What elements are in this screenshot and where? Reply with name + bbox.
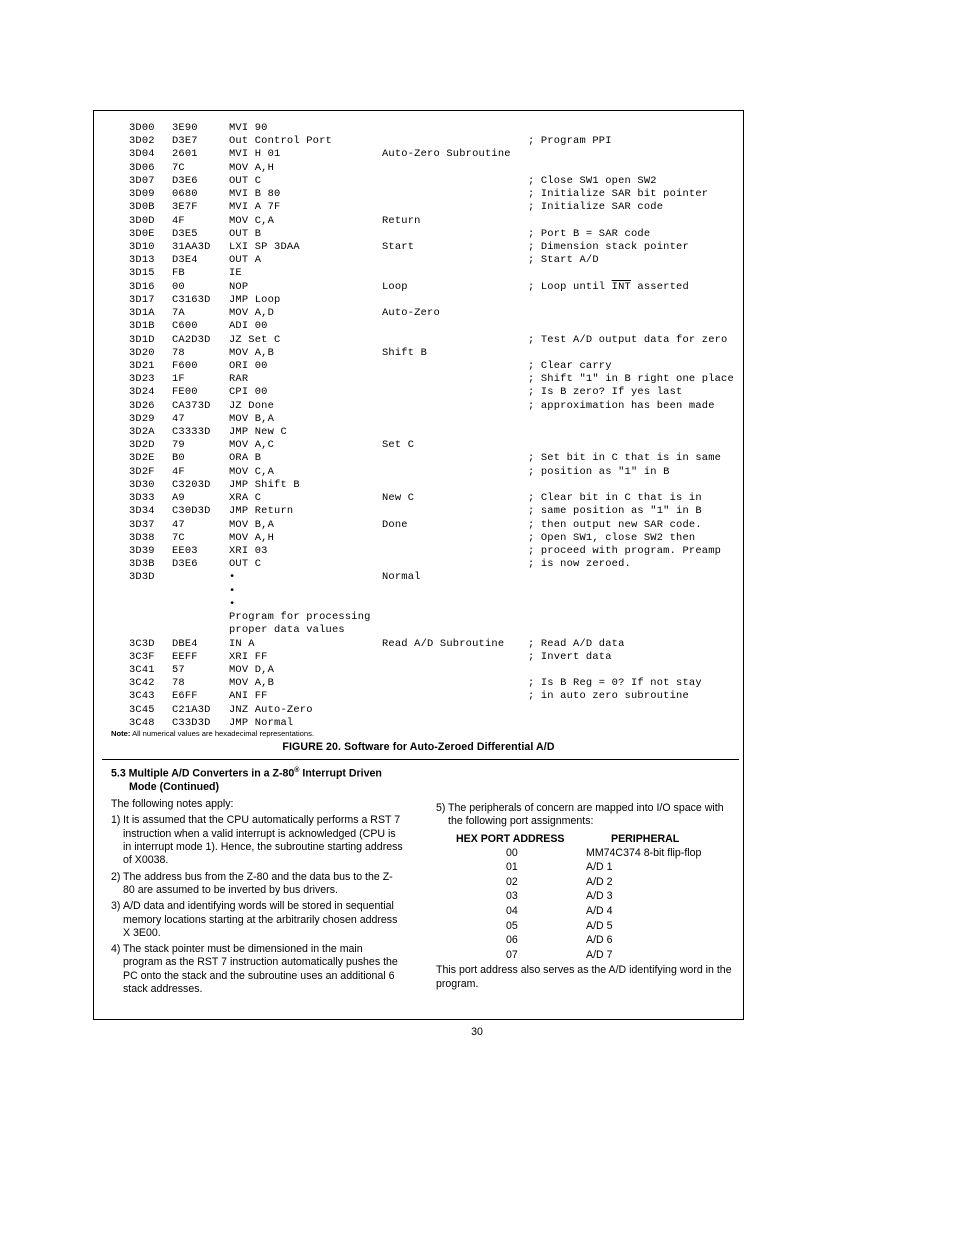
listing-address: 3D30 — [129, 478, 155, 491]
listing-address: 3D33 — [129, 492, 155, 505]
listing-opcode: 78 — [172, 677, 185, 690]
listing-address: 3D21 — [129, 359, 155, 372]
port-table-row — [436, 920, 732, 935]
listing-address: 3D07 — [129, 174, 155, 187]
listing-instruction: XRI 03 — [229, 545, 268, 557]
listing-address: 3D2D — [129, 439, 155, 452]
listing-instruction: ORA B — [229, 452, 262, 465]
listing-comment — [528, 175, 657, 188]
listing-comment — [528, 545, 721, 558]
listing-comment-text: ; Close SW1 open SW2 — [528, 174, 657, 187]
listing-comment — [528, 254, 599, 267]
note-item-2 — [111, 871, 403, 898]
listing-comment — [528, 677, 702, 690]
listing-label: Read A/D Subroutine — [382, 637, 505, 650]
listing-instruction: XRA C — [229, 492, 262, 505]
listing-opcode: 31AA3D — [172, 240, 211, 253]
port-table — [436, 847, 732, 964]
section-heading-line1: 5.3 Multiple A/D Converters in a Z-80 — [111, 767, 295, 780]
listing-comment-text: ; in auto zero subroutine — [528, 690, 689, 703]
listing-opcode: 4F — [172, 214, 185, 227]
listing-row — [129, 241, 739, 254]
listing-comment-text: ; Clear carry — [528, 359, 612, 372]
listing-address: 3D37 — [129, 518, 155, 531]
listing-address: 3C3F — [129, 650, 155, 663]
listing-row — [129, 545, 739, 558]
listing-instruction: MVI B 80 — [229, 188, 281, 201]
listing-label: Loop — [382, 280, 408, 293]
listing-row — [129, 400, 739, 413]
listing-instruction: MOV B,A — [229, 518, 275, 531]
listing-instruction: • — [229, 597, 236, 610]
listing-instruction: MOV A,H — [229, 531, 275, 544]
listing-comment — [528, 400, 715, 413]
listing-row — [129, 598, 739, 611]
listing-row — [129, 466, 739, 479]
registered-mark: ® — [294, 767, 300, 774]
listing-opcode: 57 — [172, 663, 185, 676]
listing-opcode: C3163D — [172, 293, 211, 306]
port-table-row — [436, 847, 732, 862]
port-table-header — [436, 833, 732, 847]
listing-row — [129, 320, 739, 333]
listing-opcode: D3E4 — [172, 254, 198, 267]
listing-row — [129, 188, 739, 201]
listing-comment-text: ; Read A/D data — [528, 637, 625, 650]
listing-instruction: MOV A,C — [229, 439, 275, 452]
listing-instruction: JMP Shift B — [229, 478, 300, 491]
listing-opcode: F600 — [172, 359, 198, 372]
listing-instruction: MVI 90 — [229, 122, 268, 134]
listing-comment — [528, 334, 728, 347]
listing-instruction: MOV A,B — [229, 677, 275, 690]
listing-opcode: DBE4 — [172, 637, 198, 650]
listing-address: 3C42 — [129, 677, 155, 690]
listing-address: 3D2A — [129, 426, 155, 439]
notes-list — [111, 814, 403, 996]
listing-address: 3C43 — [129, 690, 155, 703]
listing-opcode: E6FF — [172, 690, 198, 703]
listing-comment — [528, 241, 689, 254]
listing-label: Set C — [382, 439, 415, 452]
listing-comment-text: ; Loop until — [528, 280, 612, 293]
listing-opcode: 3E7F — [172, 201, 198, 214]
port-table-row — [436, 905, 732, 920]
listing-row — [129, 611, 739, 624]
listing-instruction: JMP Loop — [229, 293, 281, 306]
listing-row — [129, 307, 739, 320]
listing-address: 3D13 — [129, 254, 155, 267]
listing-address: 3D04 — [129, 148, 155, 161]
listing-row — [129, 624, 739, 637]
listing-opcode: 2601 — [172, 148, 198, 161]
note-number: 4) — [111, 943, 121, 956]
listing-comment — [528, 505, 702, 518]
listing-address: 3D20 — [129, 346, 155, 359]
listing-comment-text: ; Port B = SAR code — [528, 227, 651, 240]
listing-address: 3D06 — [129, 161, 155, 174]
port-peripheral: A/D 4 — [586, 904, 613, 917]
listing-label: Auto-Zero — [382, 307, 440, 320]
listing-address: 3D3B — [129, 558, 155, 571]
listing-comment-text: ; Initialize SAR code — [528, 201, 664, 214]
listing-label: Normal — [382, 571, 421, 584]
listing-comment — [528, 638, 625, 651]
listing-opcode: 78 — [172, 346, 185, 359]
listing-instruction: MVI H 01 — [229, 148, 281, 161]
listing-comment — [528, 228, 650, 241]
listing-address: 3D24 — [129, 386, 155, 399]
port-peripheral: A/D 7 — [586, 948, 613, 961]
listing-opcode: 47 — [172, 518, 185, 531]
port-peripheral: A/D 2 — [586, 875, 613, 888]
listing-opcode: C3333D — [172, 426, 211, 439]
listing-label: Start — [382, 240, 415, 253]
listing-address: 3D2E — [129, 452, 155, 465]
listing-instruction: OUT C — [229, 558, 262, 571]
listing-opcode: C33D3D — [172, 716, 211, 729]
listing-opcode: 7C — [172, 161, 185, 174]
listing-instruction: LXI SP 3DAA — [229, 240, 300, 253]
note-number: 5) — [436, 802, 446, 814]
listing-address: 3D38 — [129, 531, 155, 544]
listing-address: 3D09 — [129, 188, 155, 201]
listing-instruction: proper data values — [229, 624, 345, 637]
listing-instruction: JMP Return — [229, 505, 294, 518]
listing-comment-text: ; Open SW1, close SW2 then — [528, 531, 696, 544]
listing-comment-text: ; Shift "1" in B right one place — [528, 373, 734, 386]
page-number: 30 — [471, 1026, 483, 1038]
note-number: 1) — [111, 814, 121, 827]
listing-comment-text: ; position as "1" in B — [528, 465, 670, 478]
notes-intro: The following notes apply: — [111, 798, 234, 811]
listing-opcode: 3E90 — [172, 122, 198, 134]
listing-instruction: JMP New C — [229, 426, 287, 439]
listing-comment-text: ; Set bit in C that is in same — [528, 452, 722, 465]
listing-address: 3D17 — [129, 293, 155, 306]
note-item-3 — [111, 900, 403, 940]
port-address: 05 — [506, 919, 518, 932]
listing-comment — [528, 452, 721, 465]
listing-comment — [528, 188, 708, 201]
listing-comment — [528, 135, 612, 148]
listing-row — [129, 347, 739, 360]
listing-row — [129, 571, 739, 584]
port-table-row — [436, 890, 732, 905]
listing-opcode: 79 — [172, 439, 185, 452]
listing-address: 3D0E — [129, 227, 155, 240]
listing-row — [129, 135, 739, 148]
port-peripheral: A/D 1 — [586, 861, 613, 874]
figure-frame — [93, 110, 744, 1020]
listing-address: 3C45 — [129, 703, 155, 716]
listing-instruction: XRI FF — [229, 650, 268, 663]
listing-row — [129, 360, 739, 373]
listing-address: 3D29 — [129, 412, 155, 425]
listing-row — [129, 439, 739, 452]
port-peripheral: MM74C374 8-bit flip-flop — [586, 846, 702, 859]
listing-comment — [528, 651, 612, 664]
listing-row — [129, 201, 739, 214]
listing-opcode: EE03 — [172, 545, 198, 557]
listing-comment — [528, 360, 612, 373]
note-label: Note: — [111, 729, 131, 738]
listing-comment-text: ; proceed with program. Preamp — [528, 545, 722, 557]
listing-comment-text: ; then output new SAR code. — [528, 518, 702, 531]
listing-row — [129, 175, 739, 188]
listing-comment-text: ; Dimension stack pointer — [528, 240, 689, 253]
listing-comment — [528, 558, 631, 571]
listing-address: 3D0D — [129, 214, 155, 227]
listing-opcode: D3E5 — [172, 227, 198, 240]
listing-row — [129, 651, 739, 664]
listing-comment — [528, 532, 695, 545]
listing-address: 3D1A — [129, 307, 155, 320]
listing-address: 3C41 — [129, 663, 155, 676]
listing-row — [129, 638, 739, 651]
port-address: 06 — [506, 934, 518, 947]
listing-instruction: JZ Done — [229, 399, 275, 412]
listing-instruction: Out Control Port — [229, 135, 332, 148]
listing-instruction: MOV A,D — [229, 307, 275, 320]
listing-address: 3D23 — [129, 373, 155, 386]
listing-opcode: 1F — [172, 373, 185, 386]
note-number: 3) — [111, 900, 121, 913]
listing-row — [129, 585, 739, 598]
listing-address: 3D10 — [129, 240, 155, 253]
listing-comment-text: ; Invert data — [528, 650, 612, 663]
note-text: The stack pointer must be dimensioned in the main program as the RST 7 instruction automatically pushes the PC onto the stack and the subroutine uses an additional 6 stack addresses. — [123, 943, 398, 995]
listing-comment — [528, 373, 734, 386]
listing-label: Shift B — [382, 346, 428, 359]
listing-comment-text: ; same position as "1" in B — [528, 505, 702, 518]
listing-instruction: OUT B — [229, 227, 262, 240]
listing-instruction: MOV C,A — [229, 465, 275, 478]
listing-comment-text: ; Clear bit in C that is in — [528, 492, 702, 505]
listing-row — [129, 479, 739, 492]
right-column — [436, 799, 732, 991]
port-header-peripheral: PERIPHERAL — [611, 832, 680, 845]
listing-instruction: MOV A,H — [229, 161, 275, 174]
listing-instruction: MOV D,A — [229, 663, 275, 676]
note-text: It is assumed that the CPU automatically performs a RST 7 instruction when a valid interrupt is acknowledged (CPU is in interrupt mode 1). Hence, the subroutine starting address of X0038. — [123, 814, 403, 867]
listing-instruction: MOV A,B — [229, 346, 275, 359]
listing-opcode: 4F — [172, 465, 185, 478]
listing-opcode: FE00 — [172, 386, 198, 399]
listing-instruction: NOP — [229, 280, 249, 293]
listing-comment — [528, 519, 702, 532]
listing-row — [129, 492, 739, 505]
listing-instruction: IE — [229, 267, 242, 280]
listing-comment — [528, 201, 663, 214]
note-item-5 — [436, 802, 732, 829]
listing-comment-text: ; Is B zero? If yes last — [528, 386, 683, 399]
port-header-address: HEX PORT ADDRESS — [456, 832, 565, 845]
listing-instruction: Program for processing — [229, 611, 371, 624]
listing-row — [129, 162, 739, 175]
listing-instruction: JZ Set C — [229, 333, 281, 346]
listing-opcode: C21A3D — [172, 703, 211, 716]
listing-row — [129, 558, 739, 571]
port-table-footnote: This port address also serves as the A/D identifying word in the program. — [436, 964, 732, 990]
section-heading — [111, 764, 403, 794]
listing-opcode: 47 — [172, 412, 185, 425]
port-table-row — [436, 934, 732, 949]
listing-row — [129, 281, 739, 294]
listing-opcode: A9 — [172, 492, 185, 505]
listing-instruction: JNZ Auto-Zero — [229, 703, 313, 716]
left-column — [111, 764, 403, 996]
listing-comment-text: ; approximation has been made — [528, 399, 715, 412]
listing-opcode: CA373D — [172, 399, 211, 412]
listing-address: 3D15 — [129, 267, 155, 280]
port-address: 04 — [506, 904, 518, 917]
listing-row — [129, 505, 739, 518]
listing-row — [129, 386, 739, 399]
port-table-row — [436, 876, 732, 891]
listing-opcode: C600 — [172, 320, 198, 333]
listing-row — [129, 664, 739, 677]
listing-row — [129, 148, 739, 161]
listing-comment-text: ; Start A/D — [528, 254, 599, 267]
listing-opcode: FB — [172, 267, 185, 280]
listing-comment-text: ; Test A/D output data for zero — [528, 333, 728, 346]
listing-opcode: 7A — [172, 307, 185, 320]
listing-comment-text: ; Initialize SAR bit pointer — [528, 188, 709, 201]
listing-instruction: IN A — [229, 637, 255, 650]
listing-row — [129, 122, 739, 135]
listing-row — [129, 690, 739, 703]
listing-comment — [528, 690, 689, 703]
listing-row — [129, 519, 739, 532]
listing-row — [129, 532, 739, 545]
listing-instruction: MVI A 7F — [229, 201, 281, 214]
listing-comment — [528, 466, 670, 479]
listing-instruction: MOV C,A — [229, 214, 275, 227]
listing-address: 3D00 — [129, 122, 155, 134]
listing-opcode: 00 — [172, 280, 185, 293]
listing-row — [129, 215, 739, 228]
port-address: 02 — [506, 875, 518, 888]
listing-row — [129, 334, 739, 347]
listing-instruction: RAR — [229, 373, 249, 386]
port-address: 03 — [506, 890, 518, 903]
listing-opcode: CA2D3D — [172, 333, 211, 346]
listing-row — [129, 426, 739, 439]
listing-comment — [528, 492, 702, 505]
listing-address: 3D1B — [129, 320, 155, 333]
listing-opcode: D3E6 — [172, 558, 198, 571]
listing-opcode: D3E7 — [172, 135, 198, 148]
listing-instruction: ANI FF — [229, 690, 268, 703]
listing-row — [129, 413, 739, 426]
port-address: 01 — [506, 861, 518, 874]
port-peripheral: A/D 6 — [586, 934, 613, 947]
listing-address: 3C3D — [129, 637, 155, 650]
listing-address: 3D2F — [129, 465, 155, 478]
listing-row — [129, 704, 739, 717]
section-heading-line2: Mode (Continued) — [129, 780, 220, 793]
listing-opcode: C3203D — [172, 478, 211, 491]
listing-address: 3D39 — [129, 545, 155, 557]
listing-note — [111, 729, 314, 738]
port-table-row — [436, 861, 732, 876]
listing-comment-overline: $\overline{INT}$ — [611, 280, 631, 293]
listing-instruction: JMP Normal — [229, 716, 294, 729]
note-text: The address bus from the Z-80 and the data bus to the Z-80 are assumed to be inverted by bus drivers. — [123, 870, 393, 896]
listing-row — [129, 228, 739, 241]
listing-instruction: ORI 00 — [229, 359, 268, 372]
listing-row — [129, 267, 739, 280]
listing-address: 3C48 — [129, 716, 155, 729]
listing-instruction: • — [229, 571, 236, 584]
note-item-1 — [111, 814, 403, 867]
listing-address: 3D26 — [129, 399, 155, 412]
listing-label: Done — [382, 518, 408, 531]
listing-instruction: OUT A — [229, 254, 262, 267]
note-text: All numerical values are hexadecimal representations. — [130, 729, 315, 738]
listing-row — [129, 254, 739, 267]
listing-label: New C — [382, 492, 415, 505]
listing-address: 3D3D — [129, 571, 155, 584]
listing-comment-text: ; Program PPI — [528, 135, 612, 148]
listing-row — [129, 452, 739, 465]
listing-opcode: B0 — [172, 452, 185, 465]
port-address: 00 — [506, 846, 518, 859]
port-address: 07 — [506, 948, 518, 961]
listing-opcode: 7C — [172, 531, 185, 544]
listing-comment-text-end: asserted — [630, 280, 689, 293]
listing-comment — [528, 281, 689, 294]
section-heading-line1-end: Interrupt Driven — [299, 767, 382, 780]
listing-opcode: C30D3D — [172, 505, 211, 518]
listing-row — [129, 294, 739, 307]
listing-comment — [528, 386, 682, 399]
port-peripheral: A/D 3 — [586, 890, 613, 903]
listing-opcode: D3E6 — [172, 174, 198, 187]
listing-instruction: OUT C — [229, 174, 262, 187]
listing-address: 3D0B — [129, 201, 155, 214]
note-number: 2) — [111, 870, 121, 883]
listing-comment-text: ; Is B Reg = 0? If not stay — [528, 677, 702, 690]
listing-address: 3D02 — [129, 135, 155, 148]
section-divider — [102, 759, 739, 760]
listing-label: Return — [382, 214, 421, 227]
note-text: A/D data and identifying words will be stored in sequential memory locations starting at the arbitrarily chosen address X 3E00. — [123, 900, 398, 939]
listing-opcode: 0680 — [172, 188, 198, 201]
listing-address: 3D1D — [129, 333, 155, 346]
listing-opcode: EEFF — [172, 650, 198, 663]
note-item-4 — [111, 943, 403, 996]
listing-instruction: CPI 00 — [229, 386, 268, 399]
port-table-row — [436, 949, 732, 964]
listing-row — [129, 677, 739, 690]
note-text: The peripherals of concern are mapped into I/O space with the following port assignments: — [448, 802, 724, 828]
figure-caption: FIGURE 20. Software for Auto-Zeroed Differential A/D — [282, 741, 555, 753]
listing-label: Auto-Zero Subroutine — [382, 148, 511, 161]
listing-instruction: • — [229, 584, 236, 597]
listing-row — [129, 373, 739, 386]
listing-instruction: ADI 00 — [229, 320, 268, 333]
listing-comment-text: ; is now zeroed. — [528, 558, 631, 571]
assembly-listing — [129, 122, 739, 730]
listing-address: 3D16 — [129, 280, 155, 293]
listing-address: 3D34 — [129, 505, 155, 518]
port-peripheral: A/D 5 — [586, 919, 613, 932]
listing-instruction: MOV B,A — [229, 412, 275, 425]
